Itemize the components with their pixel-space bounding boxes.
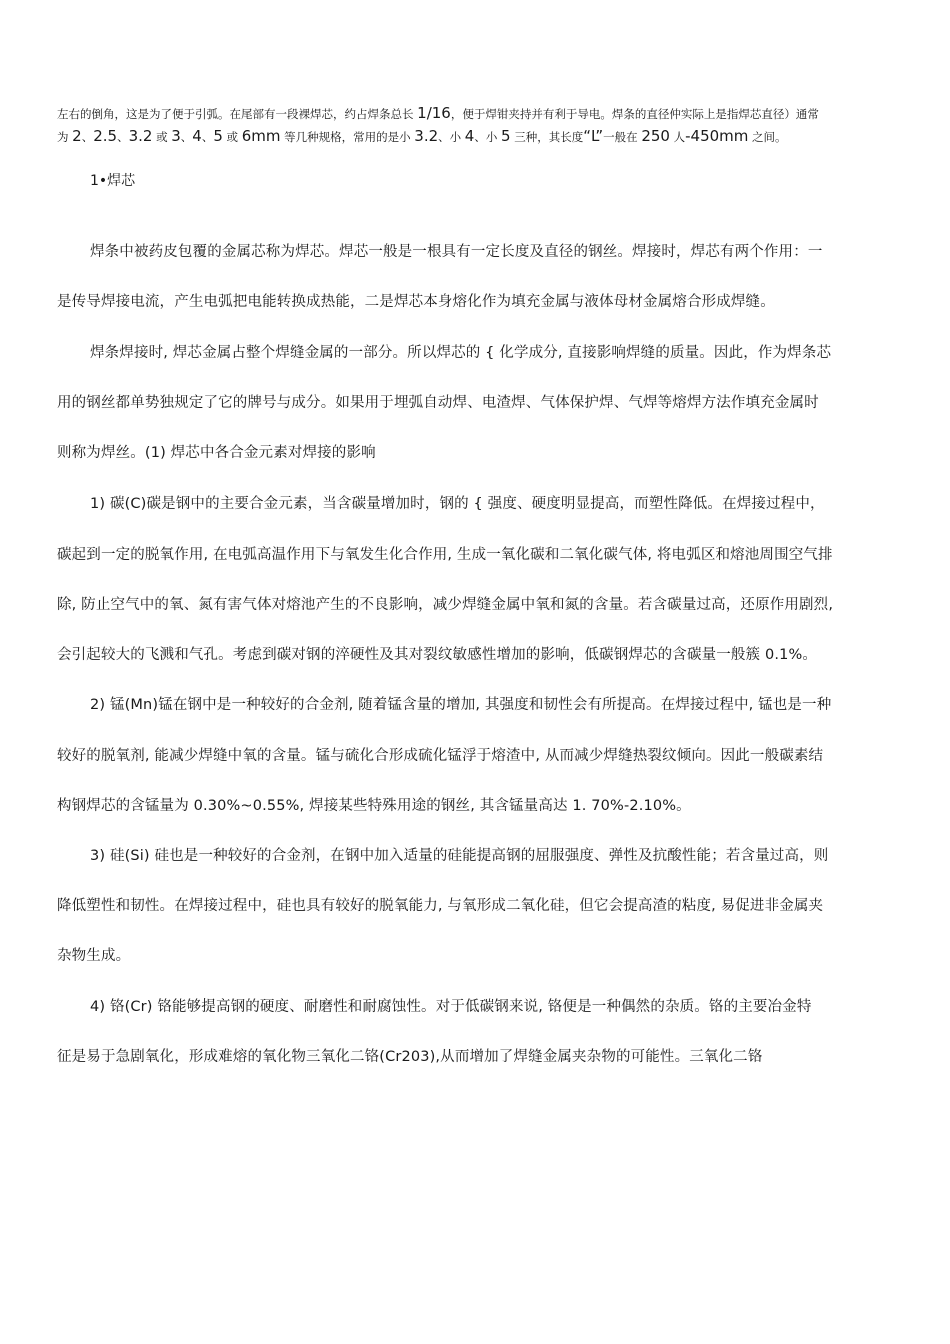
intro-text: ，便于焊钳夹持并有利于导电。焊条的直径仲实际上是指焊芯直径）通常 — [450, 107, 819, 121]
text-line: 降低塑性和韧性。在焊接过程中，硅也具有较好的脱氧能力, 与氧形成二氧化硅，但它会提高渣的粘度, 易促进非金属夹 — [57, 898, 824, 914]
intro-text: 或 — [152, 130, 172, 144]
intro-text: 、小 — [474, 130, 501, 144]
intro-text: 人 — [669, 130, 686, 144]
intro-text: 、小 — [438, 130, 465, 144]
text-line: 是传导焊接电流，产生电弧把电能转换成热能，二是焊芯本身熔化作为填充金属与液体母材金属熔合形成焊缝。 — [57, 294, 775, 310]
text-line: 4) 铬(Cr) 铬能够提高钢的硬度、耐磨性和耐腐蚀性。对于低碳钢来说, 铬便是一种偶然的杂质。铬的主要冶金特 — [90, 999, 812, 1015]
intro-number: 1/16 — [417, 104, 451, 122]
intro-text: 、 — [180, 130, 193, 144]
text-line: 1) 碳(C)碳是钢中的主要合金元素，当含碳量增加时，钢的 { 强度、硬度明显提高，而塑性降低。在焊接过程中， — [90, 496, 825, 512]
intro-text: 、 — [81, 130, 94, 144]
intro-text: 三种，其长度 — [510, 130, 584, 144]
intro-line-1 — [57, 102, 897, 125]
text-line: 2) 锰(Mn)锰在钢中是一种较好的合金剂, 随着锰含量的增加, 其强度和韧性会有所提高。在焊接过程中, 锰也是一种 — [90, 697, 832, 713]
intro-line-2 — [57, 125, 897, 148]
text-line: 3) 硅(Si) 硅也是一种较好的合金剂，在钢中加入适量的硅能提高钢的屈服强度、弹性及抗酸性能；若含量过高，则 — [90, 848, 829, 864]
text-line: 焊条中被药皮包覆的金属芯称为焊芯。焊芯一般是一根具有一定长度及直径的钢丝。焊接时，焊芯有两个作用：一 — [90, 244, 823, 260]
intro-number: 5 — [501, 127, 511, 145]
text-line: 碳起到一定的脱氧作用, 在电弧高温作用下与氧发生化合作用, 生成一氧化碳和二氧化碳气体, 将电弧区和熔池周围空气排 — [57, 547, 833, 563]
intro-number: 6mm — [241, 127, 281, 145]
intro-number: 3.2 — [128, 127, 153, 145]
intro-number: 3.2 — [414, 127, 439, 145]
intro-number: -450mm — [685, 127, 749, 145]
intro-number: 5 — [213, 127, 223, 145]
intro-text: 之间。 — [748, 130, 787, 144]
intro-text: 、 — [201, 130, 214, 144]
text-line: 用的钢丝都单势独规定了它的牌号与成分。如果用于埋弧自动焊、电渣焊、气体保护焊、气焊等熔焊方法作填充金属时 — [57, 395, 819, 411]
intro-paragraph — [57, 102, 897, 148]
text-line: 构钢焊芯的含锰量为 0.30%~0.55%, 焊接某些特殊用途的钢丝, 其含锰量高达 1. 70%-2.10%。 — [57, 798, 691, 814]
text-line: 较好的脱氧剂, 能减少焊缝中氧的含量。锰与硫化合形成硫化锰浮于熔渣中, 从而减少焊缝热裂纹倾向。因此一般碳素结 — [57, 748, 824, 764]
text-line: 则称为焊丝。(1) 焊芯中各合金元素对焊接的影响 — [57, 445, 376, 461]
text-line: 征是易于急剧氧化，形成难熔的氧化物三氧化二铬(Cr203),从而增加了焊缝金属夹杂物的可能性。三氧化二铬 — [57, 1049, 763, 1065]
intro-number: 250 — [641, 127, 670, 145]
intro-number: 2 — [72, 127, 82, 145]
intro-number: “L” — [583, 127, 604, 145]
section-heading: 1•焊芯 — [90, 173, 136, 189]
text-line: 除, 防止空气中的氧、氮有害气体对熔池产生的不良影响，减少焊缝金属中氧和氮的含量。若含碳量过高，还原作用剧烈, — [57, 597, 834, 613]
intro-text: 一般在 — [603, 130, 642, 144]
intro-number: 2.5 — [93, 127, 118, 145]
intro-text: 为 — [57, 130, 73, 144]
intro-number: 4 — [464, 127, 475, 145]
text-line: 焊条焊接时, 焊芯金属占整个焊缝金属的一部分。所以焊芯的 { 化学成分, 直接影响焊缝的质量。因此，作为焊条芯 — [90, 345, 832, 361]
intro-text: 等几种规格，常用的是小 — [280, 130, 415, 144]
intro-text: 或 — [222, 130, 242, 144]
intro-text: 左右的倒角，这是为了便于引弧。在尾部有一段裸焊芯，约占焊条总长 — [57, 107, 418, 121]
text-line: 杂物生成。 — [57, 948, 131, 964]
text-line: 会引起较大的飞溅和气孔。考虑到碳对钢的淬硬性及其对裂纹敏感性增加的影响，低碳钢焊芯的含碳量一般簇 0.1%。 — [57, 647, 818, 663]
intro-number: 3 — [171, 127, 181, 145]
intro-text: 、 — [117, 130, 129, 144]
intro-number: 4 — [192, 127, 202, 145]
